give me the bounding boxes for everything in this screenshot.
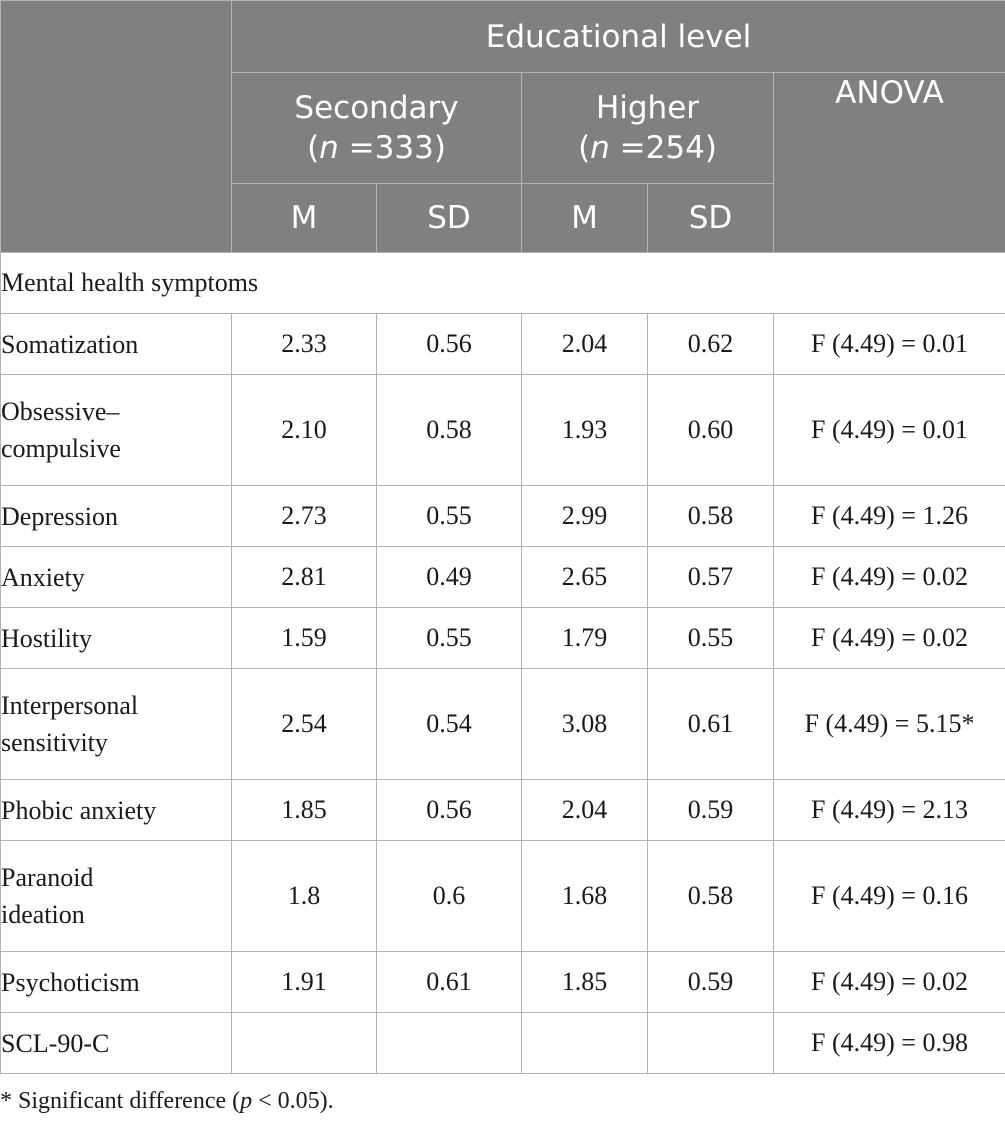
row-label: Somatization — [1, 314, 232, 375]
higher-m: 2.99 — [522, 486, 648, 547]
footnote-suffix: < 0.05). — [252, 1088, 334, 1114]
anova-value: F (4.49) = 5.15* — [774, 669, 1005, 780]
secondary-sd: 0.56 — [377, 314, 522, 375]
higher-sd: 0.60 — [648, 375, 774, 486]
secondary-sd: 0.56 — [377, 780, 522, 841]
section-row — [1, 253, 1005, 314]
higher-sd: 0.58 — [648, 841, 774, 952]
table-row — [1, 780, 1005, 841]
higher-m: 2.04 — [522, 314, 648, 375]
higher-sd: 0.55 — [648, 608, 774, 669]
higher-m: 3.08 — [522, 669, 648, 780]
anova-value: F (4.49) = 2.13 — [774, 780, 1005, 841]
footnote — [0, 1088, 334, 1115]
row-label-line-1: Obsessive– — [1, 397, 120, 426]
table-row — [1, 841, 1005, 952]
higher-m-header: M — [522, 184, 648, 253]
footnote-p-symbol: p — [240, 1088, 253, 1114]
secondary-sd: 0.6 — [377, 841, 522, 952]
row-label — [1, 375, 232, 486]
anova-value: F (4.49) = 0.01 — [774, 375, 1005, 486]
higher-sd: 0.59 — [648, 952, 774, 1013]
row-label: Phobic anxiety — [1, 780, 232, 841]
higher-sd: 0.59 — [648, 780, 774, 841]
row-label: SCL-90-C — [1, 1013, 232, 1074]
row-label-line-2: sensitivity — [1, 728, 108, 757]
higher-m: 2.65 — [522, 547, 648, 608]
secondary-m: 2.54 — [232, 669, 377, 780]
row-label — [1, 669, 232, 780]
section-label: Mental health symptoms — [1, 253, 1005, 314]
table-row — [1, 1013, 1005, 1074]
anova-value: F (4.49) = 0.01 — [774, 314, 1005, 375]
secondary-sd: 0.49 — [377, 547, 522, 608]
secondary-m: 2.10 — [232, 375, 377, 486]
footnote-prefix: * Significant difference ( — [0, 1088, 241, 1114]
secondary-header: Secondary (n =333) — [232, 73, 522, 184]
anova-header: ANOVA — [774, 73, 1005, 253]
secondary-m: 2.33 — [232, 314, 377, 375]
table-row — [1, 547, 1005, 608]
anova-value: F (4.49) = 0.02 — [774, 952, 1005, 1013]
secondary-m: 1.85 — [232, 780, 377, 841]
higher-m: 1.85 — [522, 952, 648, 1013]
secondary-m: 1.59 — [232, 608, 377, 669]
higher-sd: 0.61 — [648, 669, 774, 780]
table-row — [1, 375, 1005, 486]
row-label-line-2: ideation — [1, 900, 85, 929]
secondary-m: 1.8 — [232, 841, 377, 952]
table-row — [1, 486, 1005, 547]
higher-sd: 0.58 — [648, 486, 774, 547]
higher-n-value: =254) — [609, 130, 717, 166]
secondary-sd: 0.55 — [377, 608, 522, 669]
row-label-line-1: Paranoid — [1, 863, 94, 892]
secondary-sd: 0.61 — [377, 952, 522, 1013]
secondary-m — [232, 1013, 377, 1074]
higher-sd: 0.57 — [648, 547, 774, 608]
secondary-m: 2.81 — [232, 547, 377, 608]
higher-m — [522, 1013, 648, 1074]
header-corner — [1, 1, 232, 253]
secondary-m: 1.91 — [232, 952, 377, 1013]
higher-label: Higher — [595, 90, 700, 126]
row-label — [1, 841, 232, 952]
secondary-sd: 0.58 — [377, 375, 522, 486]
higher-n-symbol: n — [590, 130, 610, 166]
table-row — [1, 314, 1005, 375]
secondary-m: 2.73 — [232, 486, 377, 547]
row-label: Psychoticism — [1, 952, 232, 1013]
higher-header: Higher (n =254) — [522, 73, 774, 184]
secondary-sd: 0.55 — [377, 486, 522, 547]
higher-m: 2.04 — [522, 780, 648, 841]
row-label: Depression — [1, 486, 232, 547]
row-label: Anxiety — [1, 547, 232, 608]
anova-value: F (4.49) = 0.02 — [774, 608, 1005, 669]
higher-m: 1.93 — [522, 375, 648, 486]
higher-sd-header: SD — [648, 184, 774, 253]
secondary-sd-header: SD — [377, 184, 522, 253]
secondary-label: Secondary — [294, 90, 459, 126]
secondary-n-symbol: n — [319, 130, 339, 166]
row-label-line-2: compulsive — [1, 434, 121, 463]
higher-sd — [648, 1013, 774, 1074]
higher-sd: 0.62 — [648, 314, 774, 375]
row-label: Hostility — [1, 608, 232, 669]
table-row — [1, 608, 1005, 669]
higher-m: 1.68 — [522, 841, 648, 952]
secondary-sd: 0.54 — [377, 669, 522, 780]
group-title: Educational level — [232, 1, 1005, 73]
secondary-m-header: M — [232, 184, 377, 253]
anova-value: F (4.49) = 0.98 — [774, 1013, 1005, 1074]
row-label-line-1: Interpersonal — [1, 691, 139, 720]
secondary-sd — [377, 1013, 522, 1074]
secondary-n-value: =333) — [338, 130, 446, 166]
anova-value: F (4.49) = 1.26 — [774, 486, 1005, 547]
anova-value: F (4.49) = 0.16 — [774, 841, 1005, 952]
table-row — [1, 952, 1005, 1013]
table-row — [1, 669, 1005, 780]
higher-m: 1.79 — [522, 608, 648, 669]
anova-value: F (4.49) = 0.02 — [774, 547, 1005, 608]
